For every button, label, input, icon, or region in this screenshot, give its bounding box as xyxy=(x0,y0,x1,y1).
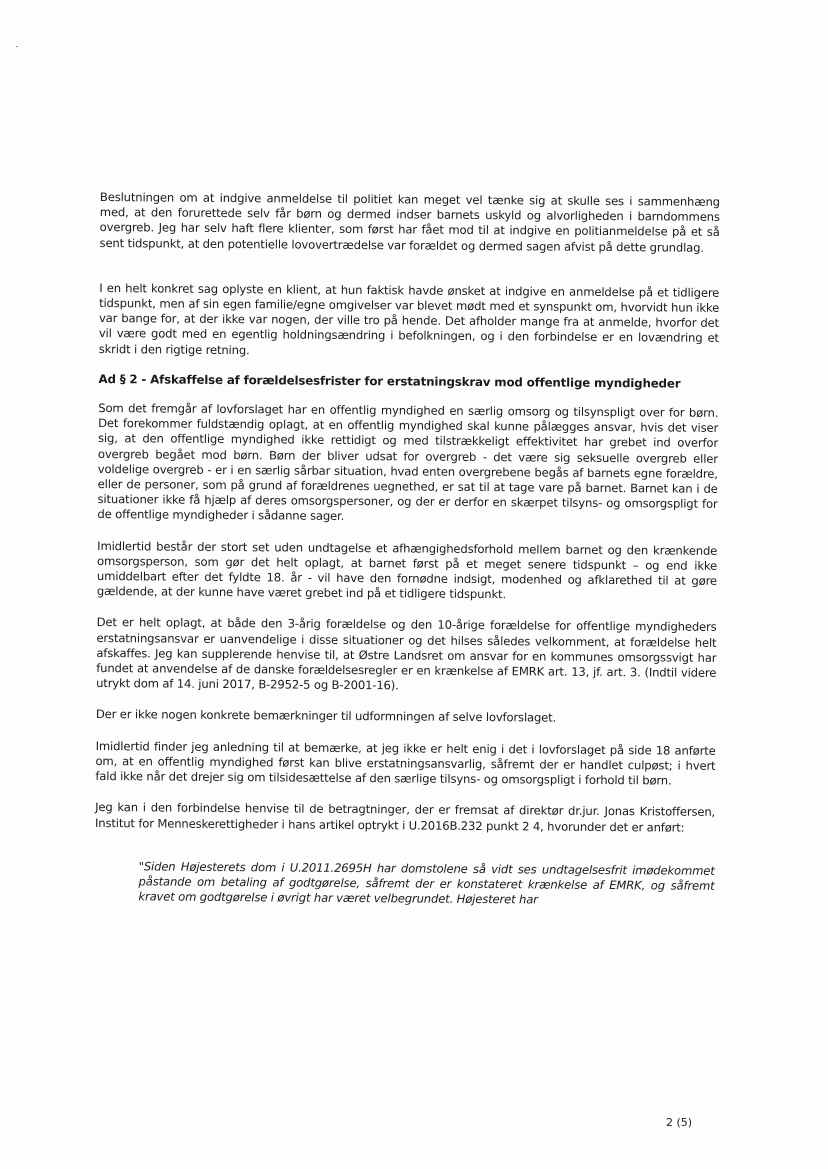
paragraph-client-case: I en helt konkret sag oplyste en klient, at hun faktisk havde ønsket at indgive en anmeldelse på et tidligere tidspunkt, men af sin egen familie/egne omgivelser var blevet mødt med et synspunkt om, hvorvidt hun ikke var bange for, at der ikke var nogen, der ville tro på hende. Det afholder mange fra at anmelde, hvorfor det vil være godt med en egentlig holdningsændring i befolkningen, og i den forbindelse er en lovændring et skridt i den rigtige retning. xyxy=(98,280,720,357)
paragraph-limitation-abolition: Det er helt oplagt, at både den 3-årig forældelse og den 10-årige forældelse for offentlige myndigheders erstatningsansvar er uanvendelige i disse situationer og det hilses således velkomment, at forældelse helt afskaffes. Jeg kan supplerende henvise til, at Østre Landsret om ansvar for en kommunes omsorgssvigt har fundet at anvendelse af de danske forældelsesregler er en krænkelse af EMRK art. 13, jf. art. 3. (Indtil videre utrykt dom af 14. juni 2017, B-2952-5 og B-2001-16). xyxy=(96,615,717,693)
block-quote: "Siden Højesterets dom i U.2011.2695H har domstolene så vidt ses undtagelsesfrit imødekommet påstande om betaling af godtgørelse, såfremt der er konstateret krænkelse af EMRK, og såfremt kravet om godtgørelse i øvrigt har været velbegrundet. Højesteret har xyxy=(138,859,715,907)
paragraph-no-remarks: Der er ikke nogen konkrete bemærkninger til udformningen af selve lovforslaget. xyxy=(95,707,557,726)
paragraph-authority-duty: Som det fremgår af lovforslaget har en offentlig myndighed en særlig omsorg og tilsynspligt over for børn. Det forekommer fuldstændig oplagt, at en offentlig myndighed skal kunne pålægges ansvar, hvis det viser sig, at den offentlige myndighed ikke rettidigt og med tilstrækkeligt effektivitet har grebet ind overfor overgreb begået mod børn. Børn der bliver udsat for overgreb - det være sig seksuelle overgreb eller voldelige overgreb - er i en særlig sårbar situation, hvad enten overgrebene begås af barnets egne forældre, eller de personer, som på grund af forældrenes uegnethed, er sat til at tage vare på barnet. Barnet kan i de situationer ikke få hjælp af deres omsorgspersoner, og der er derfor en skærpet tilsyns- og omsorgspligt for de offentlige myndigheder i sådanne sager. xyxy=(97,401,719,524)
scan-speck xyxy=(16,46,18,47)
page-number: 2 (5) xyxy=(666,1116,693,1129)
paragraph-reference: Jeg kan i den forbindelse henvise til de betragtninger, der er fremsat af direktør dr.jur. Jonas Kristoffersen, Institut for Menneskerettigheder i hans artikel optrykt i U.2016B.232 punkt 2 4, hvorunder det er anført: xyxy=(94,800,716,835)
section-heading: Ad § 2 - Afskaffelse af forældelsesfrister for erstatningskrav mod offentlige myndigheder xyxy=(98,371,681,391)
paragraph-dependency: Imidlertid består der stort set uden undtagelse et afhængighedsforhold mellem barnet og den krænkende omsorgsperson, som gør det helt oplagt, at barnet først på et meget senere tidspunkt – og end ikke umiddelbart efter det fyldte 18. år - vil have den fornødne indsigt, modenhed og afklarethed til at gøre gældende, at der kunne have været grebet ind på et tidligere tidspunkt. xyxy=(96,538,718,602)
document-body xyxy=(94,190,720,909)
paragraph-reporting-decision: Beslutningen om at indgive anmeldelse til politiet kan meget vel tænke sig at skulle ses i sammenhæng med, at den forurettede selv får børn og dermed indser barnets uskyld og alvorligheden i barndommens overgreb. Jeg har selv haft flere klienter, som først har fået mod til at indgive en politianmeldelse på et så sent tidspunkt, at den potentielle lovovertrædelse var forældet og dermed sagen afvist på dette grundlag. xyxy=(99,190,720,255)
paragraph-disagreement: Imidlertid finder jeg anledning til at bemærke, at jeg ikke er helt enig i det i lovforslaget på side 18 anførte om, at en offentlig myndighed først kan blive erstatningsansvarlig, såfremt der er handlet culpøst; i hvert fald ikke når det drejer sig om tilsidesættelse af den særlige tilsyns- og omsorgspligt i forhold til børn. xyxy=(95,738,716,788)
